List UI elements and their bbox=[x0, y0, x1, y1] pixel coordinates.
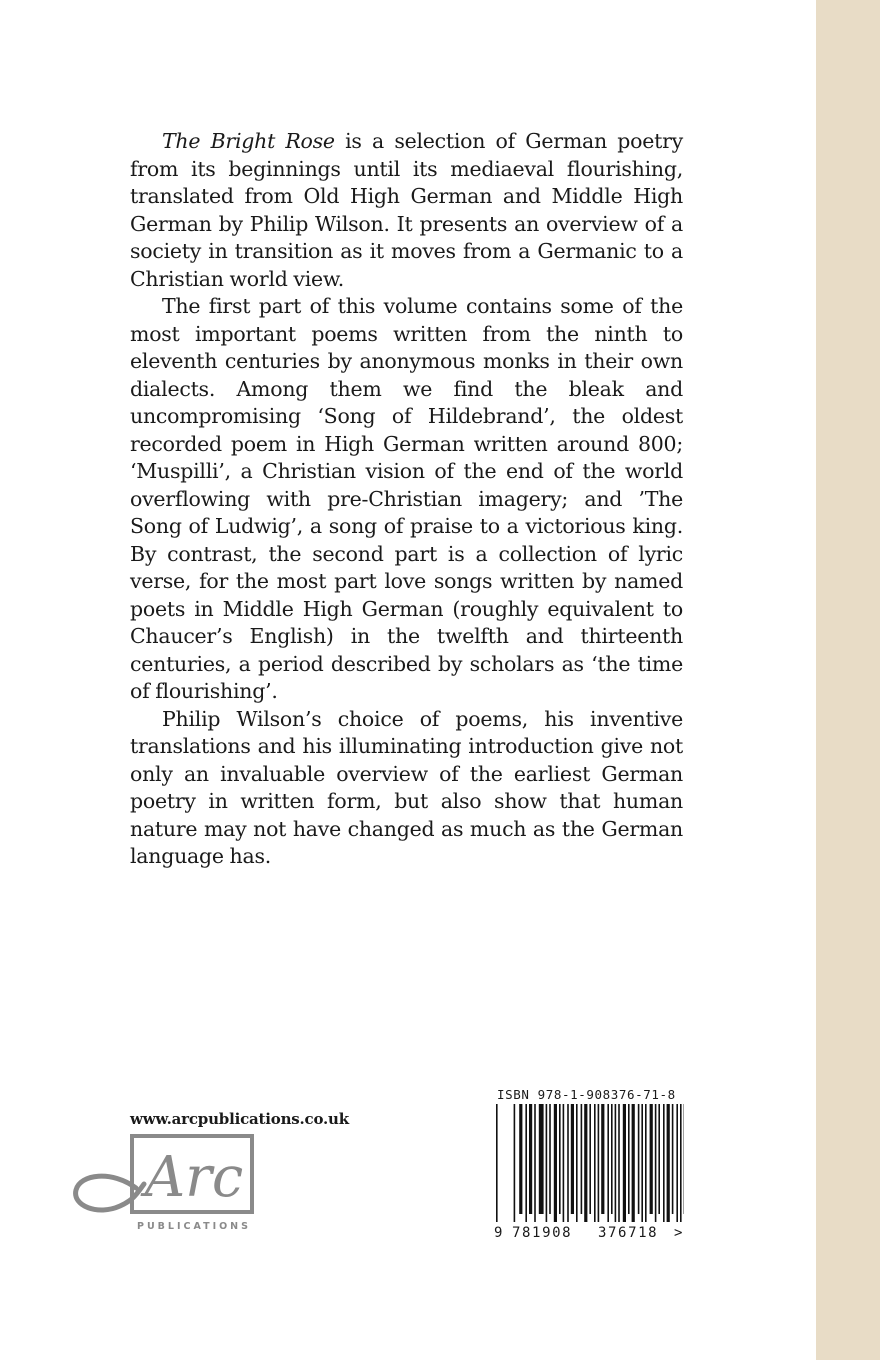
blurb-paragraph-1 bbox=[130, 128, 683, 293]
barcode-bar bbox=[571, 1104, 574, 1214]
barcode-bar bbox=[514, 1104, 516, 1222]
arc-logo-subtitle: PUBLICATIONS bbox=[137, 1221, 251, 1232]
barcode-bar bbox=[496, 1104, 498, 1222]
barcode-digit-group-1: 781908 bbox=[512, 1225, 573, 1241]
barcode-bar bbox=[589, 1104, 591, 1214]
barcode-bar bbox=[539, 1104, 544, 1214]
barcode-bar bbox=[534, 1104, 536, 1222]
barcode-bar bbox=[615, 1104, 617, 1222]
barcode-bar bbox=[655, 1104, 657, 1222]
arc-logo-text: Arc bbox=[144, 1145, 244, 1210]
barcode-bar bbox=[672, 1104, 674, 1214]
barcode-bar bbox=[554, 1104, 557, 1222]
barcode-bar bbox=[676, 1104, 678, 1222]
isbn-barcode bbox=[494, 1104, 684, 1222]
barcode-bar bbox=[584, 1104, 587, 1222]
barcode-bar bbox=[529, 1104, 532, 1214]
barcode-bar bbox=[623, 1104, 626, 1222]
isbn-label: ISBN 978-1-908376-71-8 bbox=[497, 1087, 676, 1102]
barcode-bar bbox=[658, 1104, 660, 1214]
barcode-bar bbox=[563, 1104, 565, 1222]
blurb-paragraph-3: Philip Wilson’s choice of poems, his inventive translations and his illuminating introduction give not only an invaluable overview of the earliest German poetry in written form, but also show that human nature may not have changed as much as the German language has. bbox=[130, 706, 683, 868]
barcode-bar bbox=[601, 1104, 604, 1214]
blurb-paragraph-1-text: is a selection of German poetry from its beginnings until its mediaeval flourishing, translated from Old High German and Middle High German by Philip Wilson. It presents an overview of a society in transition as it moves from a Germanic to a Christian world view. bbox=[130, 129, 683, 291]
barcode-bar bbox=[641, 1104, 643, 1222]
barcode-bar bbox=[632, 1104, 635, 1222]
barcode-bar bbox=[581, 1104, 583, 1214]
barcode-digit-group-2: 376718 bbox=[598, 1225, 659, 1241]
barcode-bar bbox=[645, 1104, 647, 1222]
barcode-bar bbox=[680, 1104, 682, 1222]
barcode-bar bbox=[559, 1104, 561, 1214]
barcode-bar bbox=[594, 1104, 596, 1222]
barcode-bar bbox=[519, 1104, 522, 1214]
barcode-bar bbox=[598, 1104, 600, 1222]
barcode-bar bbox=[549, 1104, 551, 1214]
spine-strip bbox=[816, 0, 880, 1360]
barcode-bar bbox=[607, 1104, 609, 1222]
barcode-digit-tail: > bbox=[674, 1225, 683, 1241]
barcode-bar bbox=[667, 1104, 670, 1222]
book-title: The Bright Rose bbox=[162, 129, 335, 153]
barcode-bar bbox=[663, 1104, 665, 1222]
barcode-bar bbox=[567, 1104, 569, 1222]
barcode-bar bbox=[618, 1104, 620, 1222]
barcode-bar bbox=[576, 1104, 578, 1222]
barcode-bar bbox=[650, 1104, 653, 1214]
back-cover-blurb bbox=[130, 128, 683, 871]
blurb-paragraph-2: The first part of this volume contains some of the most important poems written from the ninth to eleventh centuries by anonymous monks in their own dialects. Among them we find the bleak and uncompromising ‘Song of Hildebrand’, the oldest recorded poem in High German written around 800; ‘Muspilli’, a Christian vision of the end of the world overflowing with pre-Christian imagery; and ’The Song of Ludwig’, a song of praise to a victorious king. By contrast, the second part is a collection of lyric verse, for the most part love songs written by named poets in Middle High German (roughly equivalent to Chaucer’s English) in the twelfth and thirteenth centuries, a period described by scholars as ‘the time of flourishing’. bbox=[130, 294, 683, 703]
barcode-bar bbox=[525, 1104, 527, 1222]
barcode-bar bbox=[628, 1104, 630, 1214]
barcode-bar bbox=[611, 1104, 613, 1214]
barcode-bar bbox=[638, 1104, 640, 1214]
barcode-bar bbox=[546, 1104, 548, 1222]
barcode-digit-lead: 9 bbox=[494, 1225, 503, 1241]
publisher-website: www.arcpublications.co.uk bbox=[130, 1110, 349, 1128]
